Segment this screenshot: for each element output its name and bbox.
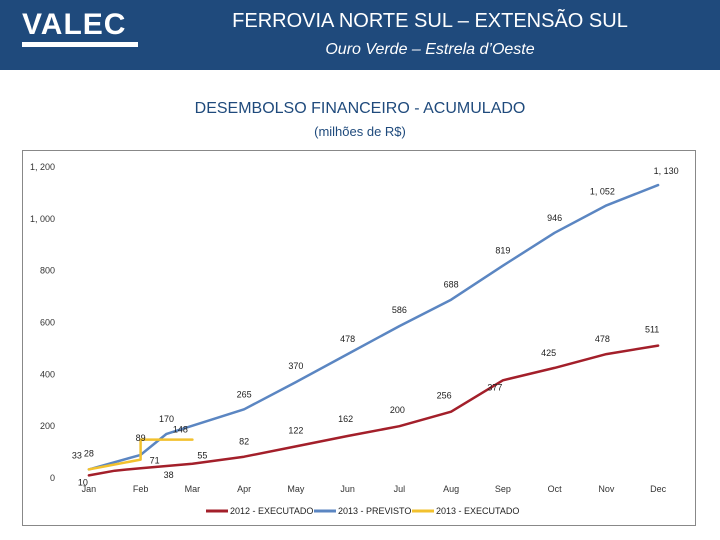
data-label: 200 bbox=[389, 405, 405, 416]
data-label: 478 bbox=[594, 334, 610, 345]
x-tick-label: Aug bbox=[443, 484, 460, 494]
data-label: 688 bbox=[443, 279, 459, 290]
y-tick-label: 200 bbox=[39, 421, 55, 432]
data-label: 170 bbox=[158, 413, 175, 424]
data-label: 148 bbox=[172, 424, 188, 435]
y-tick-label: 600 bbox=[39, 317, 55, 328]
x-tick-label: Sep bbox=[494, 484, 511, 494]
data-label: 122 bbox=[288, 425, 304, 436]
x-tick-label: Mar bbox=[184, 484, 201, 494]
valec-logo: VALEC bbox=[22, 8, 127, 41]
data-label: 33 bbox=[71, 450, 82, 461]
data-label: 162 bbox=[338, 414, 354, 425]
data-label: 946 bbox=[547, 212, 563, 223]
x-tick-label: Feb bbox=[132, 484, 149, 494]
x-tick-label: Dec bbox=[650, 484, 667, 494]
data-label: 10 bbox=[77, 477, 88, 488]
y-tick-label: 1, 200 bbox=[29, 162, 55, 172]
x-tick-label: Apr bbox=[237, 484, 252, 494]
document-subtitle: Ouro Verde – Estrela d’Oeste bbox=[325, 41, 535, 58]
series-line-0 bbox=[89, 346, 658, 476]
data-label: 38 bbox=[163, 470, 174, 481]
x-tick-label: Jan bbox=[81, 484, 97, 494]
y-tick-label: 400 bbox=[39, 369, 55, 380]
data-label: 511 bbox=[644, 324, 660, 335]
x-tick-label: Jun bbox=[340, 484, 355, 494]
y-tick-label: 800 bbox=[39, 265, 55, 276]
data-label: 89 bbox=[135, 432, 146, 443]
data-label: 82 bbox=[239, 436, 250, 447]
data-label: 377 bbox=[487, 382, 503, 393]
x-tick-label: Jul bbox=[393, 484, 406, 494]
y-tick-label: 1, 000 bbox=[29, 213, 55, 224]
data-label: 1, 130 bbox=[653, 166, 679, 177]
x-tick-label: May bbox=[287, 484, 305, 494]
data-label: 478 bbox=[340, 334, 356, 345]
data-label: 28 bbox=[83, 448, 94, 459]
data-label: 586 bbox=[391, 305, 407, 316]
data-label: 55 bbox=[197, 450, 208, 461]
data-label: 370 bbox=[288, 361, 304, 372]
data-label: 265 bbox=[236, 389, 252, 400]
legend-label: 2012 - EXECUTADO bbox=[230, 506, 314, 516]
document-title: FERROVIA NORTE SUL – EXTENSÃO SUL bbox=[232, 10, 628, 32]
legend-label: 2013 - EXECUTADO bbox=[436, 506, 520, 516]
x-tick-label: Oct bbox=[547, 484, 562, 494]
y-tick-label: 0 bbox=[49, 473, 55, 483]
data-label: 425 bbox=[541, 347, 557, 358]
data-label: 71 bbox=[149, 455, 160, 466]
legend-label: 2013 - PREVISTO bbox=[338, 506, 412, 516]
chart-title: DESEMBOLSO FINANCEIRO - ACUMULADO bbox=[194, 100, 526, 117]
data-label: 819 bbox=[495, 245, 511, 256]
x-tick-label: Nov bbox=[598, 484, 615, 494]
data-label: 1, 052 bbox=[589, 186, 615, 197]
chart-subtitle: (milhões de R$) bbox=[314, 124, 406, 139]
data-label: 256 bbox=[436, 390, 452, 401]
